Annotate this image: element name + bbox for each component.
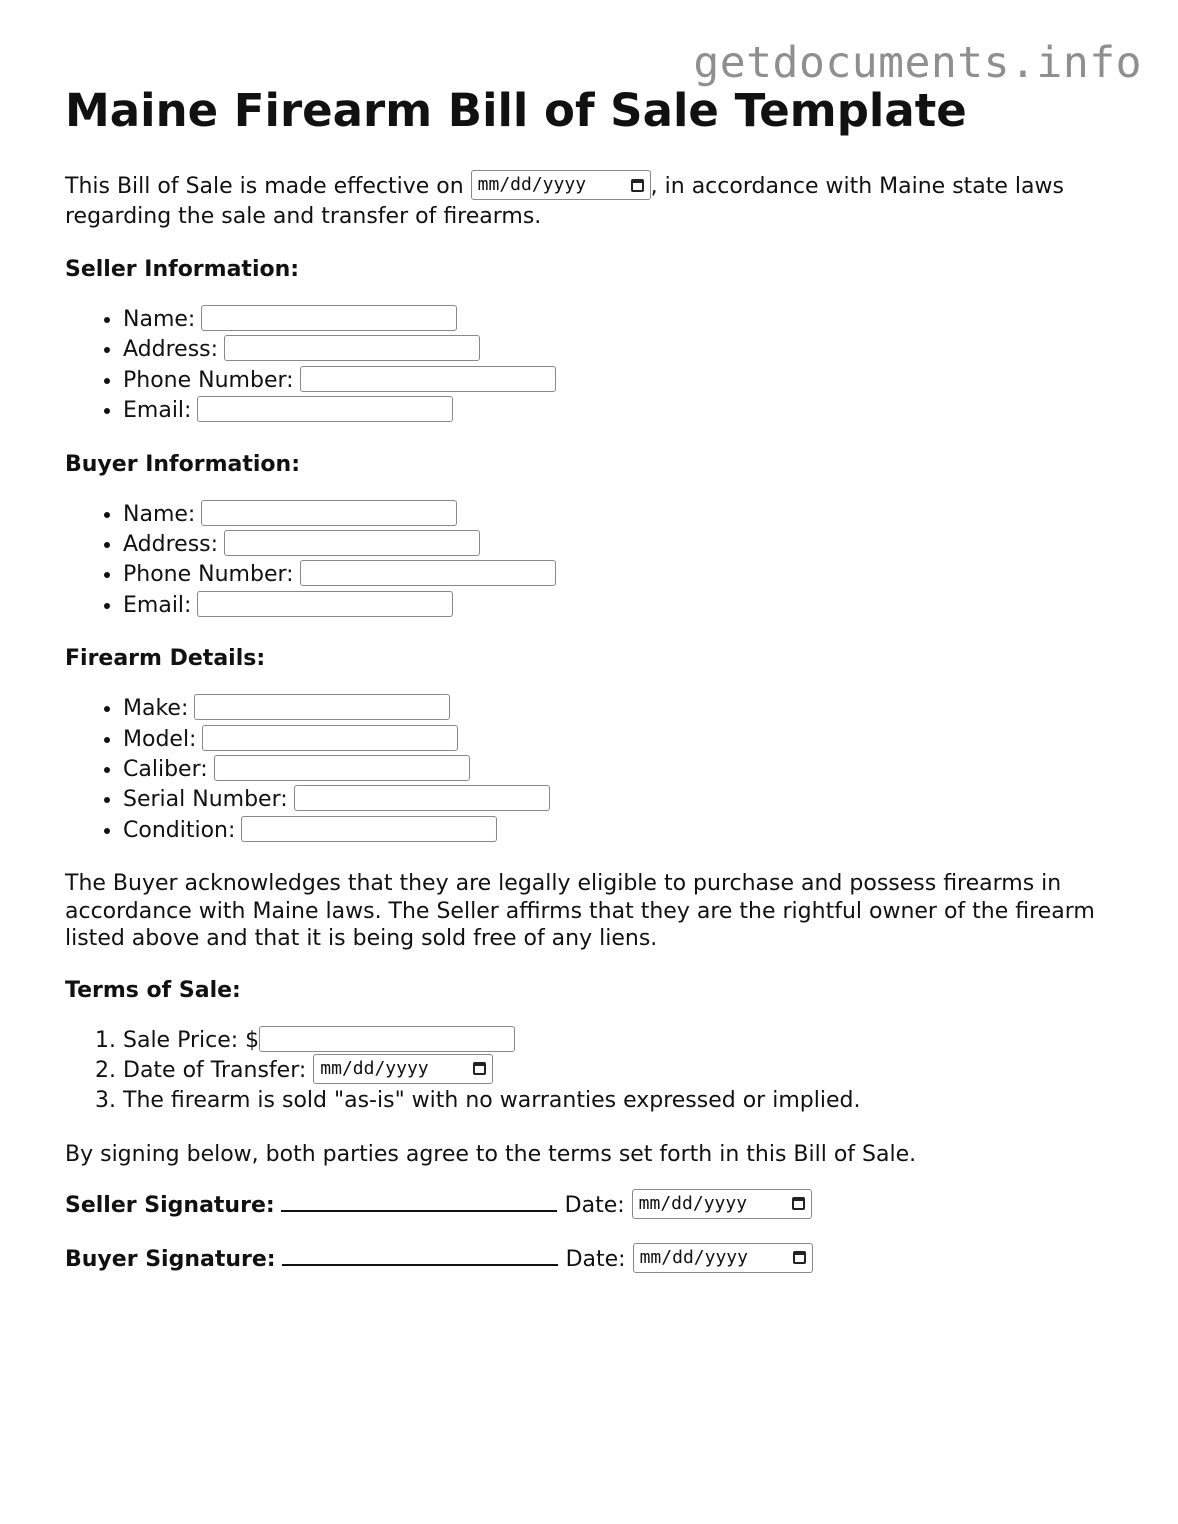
firearm-make-label: Make: [123,696,189,722]
firearm-model-label: Model: [123,726,197,752]
buyer-address-input[interactable] [224,530,480,556]
intro-text-before: This Bill of Sale is made effective on [65,174,464,199]
seller-email-input[interactable] [197,396,453,422]
list-item [123,335,1125,365]
seller-name-label: Name: [123,307,196,332]
buyer-email-input[interactable] [197,591,453,617]
list-item [123,500,1125,530]
firearm-list [65,694,1125,846]
calendar-icon[interactable] [473,1062,486,1075]
transfer-date-label: Date of Transfer: [123,1057,307,1083]
transfer-date-input[interactable] [313,1054,493,1084]
intro-text-after: , in accordance with Maine state laws regarding the sale and transfer of firearms. [65,174,1064,229]
seller-date-label: Date: [564,1192,625,1218]
seller-address-input[interactable] [224,335,480,361]
seller-name-input[interactable] [201,305,457,331]
firearm-model-input[interactable] [202,725,458,751]
firearm-condition-label: Condition: [123,817,236,843]
seller-list [65,305,1125,427]
buyer-date-input[interactable] [633,1243,813,1273]
agreement-paragraph: By signing below, both parties agree to the terms set forth in this Bill of Sale. [65,1141,917,1167]
firearm-make-input[interactable] [194,694,450,720]
page-title: Maine Firearm Bill of Sale Template [65,84,967,137]
buyer-signature-row [65,1244,1125,1298]
buyer-name-input[interactable] [201,500,457,526]
effective-date-input[interactable] [471,170,651,200]
seller-heading: Seller Information: [65,257,300,282]
document-page [65,84,1125,1298]
calendar-icon[interactable] [793,1251,806,1264]
seller-date-input[interactable] [632,1189,812,1219]
list-item [123,305,1125,335]
calendar-icon[interactable] [631,179,644,192]
list-item [123,755,1125,785]
list-item [123,816,1125,846]
watermark: getdocuments.info [693,38,1142,88]
buyer-list [65,500,1125,622]
buyer-name-label: Name: [123,501,196,527]
sale-price-input[interactable] [259,1026,515,1052]
list-item [123,591,1125,621]
list-item [123,396,1125,426]
seller-signature-label: Seller Signature: [65,1192,275,1218]
list-item [123,725,1125,755]
seller-signature-line[interactable] [281,1190,557,1212]
calendar-icon[interactable] [792,1197,805,1210]
intro-paragraph [65,172,1125,232]
buyer-phone-input[interactable] [300,560,556,586]
firearm-condition-input[interactable] [241,816,497,842]
seller-date-placeholder: mm/dd/yyyy [638,1193,748,1215]
firearm-serial-input[interactable] [294,785,550,811]
firearm-heading: Firearm Details: [65,646,266,672]
seller-email-label: Email: [123,398,192,424]
buyer-date-label: Date: [565,1246,626,1272]
seller-signature-row [65,1190,1125,1244]
list-item [123,1056,1125,1086]
buyer-address-label: Address: [123,531,219,557]
acknowledgement-paragraph: The Buyer acknowledges that they are legally eligible to purchase and possess firearms in accordance with Maine laws. The Seller affirms that they are the rightful owner of the firearm listed above and that it is being sold free of any liens. [65,871,1095,952]
as-is-clause: The firearm is sold "as-is" with no warranties expressed or implied. [123,1088,861,1114]
terms-list [65,1026,1125,1117]
buyer-phone-label: Phone Number: [123,562,294,588]
buyer-email-label: Email: [123,592,192,618]
effective-date-placeholder: mm/dd/yyyy [477,174,587,195]
buyer-signature-line[interactable] [282,1244,558,1266]
buyer-date-placeholder: mm/dd/yyyy [639,1247,748,1269]
list-item [123,1026,1125,1056]
list-item [123,785,1125,815]
sale-price-label: Sale Price: $ [123,1027,260,1053]
list-item [123,1086,1125,1116]
seller-phone-label: Phone Number: [123,367,294,393]
seller-address-label: Address: [123,337,219,363]
list-item [123,694,1125,724]
firearm-caliber-label: Caliber: [123,756,208,782]
firearm-serial-label: Serial Number: [123,787,288,813]
list-item [123,530,1125,560]
buyer-signature-label: Buyer Signature: [65,1246,276,1272]
list-item [123,366,1125,396]
buyer-heading: Buyer Information: [65,451,300,477]
list-item [123,560,1125,590]
seller-phone-input[interactable] [300,366,556,392]
terms-heading: Terms of Sale: [65,977,241,1003]
transfer-date-placeholder: mm/dd/yyyy [320,1057,429,1079]
firearm-caliber-input[interactable] [214,755,470,781]
